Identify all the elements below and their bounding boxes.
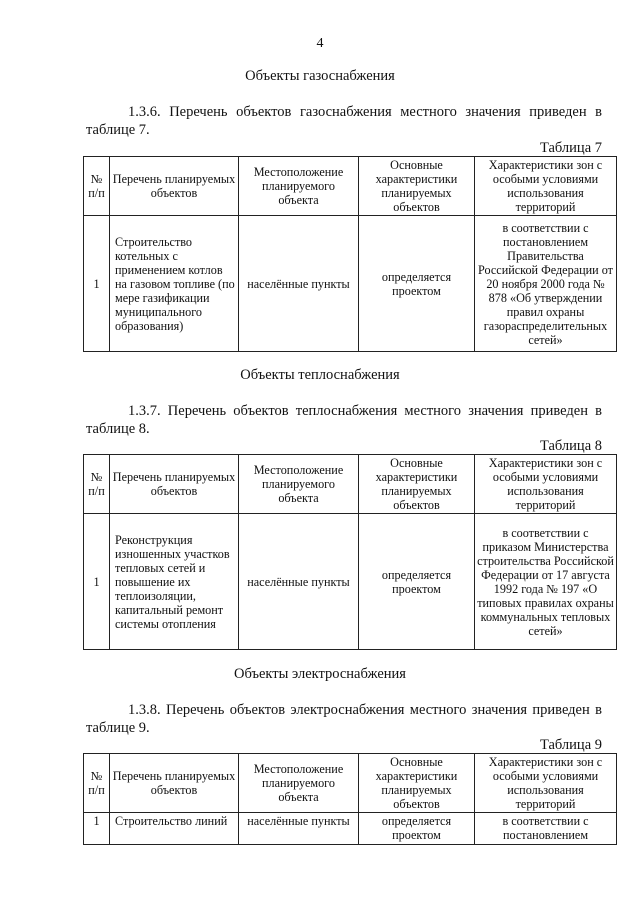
- table-7: [83, 156, 617, 352]
- cell-list: Строительство котельных с применением котлов на газовом топливе (по мере газификации муниципального образования): [110, 216, 239, 352]
- header-characteristics: Основные характеристики планируемых объектов: [359, 754, 475, 813]
- table-header-row: [84, 754, 617, 813]
- table-row: [84, 514, 617, 650]
- header-characteristics: Основные характеристики планируемых объектов: [359, 157, 475, 216]
- paragraph-1-3-6: 1.3.6. Перечень объектов газоснабжения местного значения приведен в таблице 7.: [86, 104, 602, 138]
- cell-zones: в соответствии с приказом Министерства строительства Российской Федерации от 17 августа 1992 года № 197 «О типовых правилах охраны коммунальных тепловых сетей»: [475, 514, 617, 650]
- table-header-row: [84, 157, 617, 216]
- header-list: Перечень планируемых объектов: [110, 455, 239, 514]
- cell-no: 1: [84, 813, 110, 845]
- header-list: Перечень планируемых объектов: [110, 157, 239, 216]
- header-zones: Характеристики зон с особыми условиями использования территорий: [475, 157, 617, 216]
- cell-list: Строительство линий: [110, 813, 239, 845]
- cell-location: населённые пункты: [239, 813, 359, 845]
- header-zones: Характеристики зон с особыми условиями использования территорий: [475, 455, 617, 514]
- cell-characteristics: определяется проектом: [359, 813, 475, 845]
- header-location: Местоположение планируемого объекта: [239, 754, 359, 813]
- header-no: № п/п: [84, 455, 110, 514]
- table-8: [83, 454, 617, 650]
- table-label-8: Таблица 8: [539, 438, 602, 454]
- header-no: № п/п: [84, 157, 110, 216]
- table-row: [84, 216, 617, 352]
- header-no: № п/п: [84, 754, 110, 813]
- cell-zones: в соответствии с постановлением: [475, 813, 617, 845]
- header-location: Местоположение планируемого объекта: [239, 455, 359, 514]
- section-heading-heat: Объекты теплоснабжения: [240, 367, 400, 383]
- paragraph-1-3-7: 1.3.7. Перечень объектов теплоснабжения местного значения приведен в таблице 8.: [86, 403, 602, 437]
- section-heading-electricity: Объекты электроснабжения: [234, 666, 406, 682]
- cell-characteristics: определяется проектом: [359, 216, 475, 352]
- paragraph-1-3-8: 1.3.8. Перечень объектов электроснабжения местного значения приведен в таблице 9.: [86, 702, 602, 736]
- cell-location: населённые пункты: [239, 514, 359, 650]
- cell-zones: в соответствии с постановлением Правительства Российской Федерации от 20 ноября 2000 года № 878 «Об утверждении правил охраны газораспределительных сетей»: [475, 216, 617, 352]
- cell-characteristics: определяется проектом: [359, 514, 475, 650]
- table-header-row: [84, 455, 617, 514]
- table-row: [84, 813, 617, 845]
- cell-list: Реконструкция изношенных участков тепловых сетей и повышение их теплоизоляции, капитальный ремонт системы отопления: [110, 514, 239, 650]
- header-zones: Характеристики зон с особыми условиями использования территорий: [475, 754, 617, 813]
- cell-no: 1: [84, 514, 110, 650]
- section-heading-gas: Объекты газоснабжения: [245, 68, 395, 84]
- table-label-7: Таблица 7: [539, 140, 602, 156]
- table-9: [83, 753, 617, 845]
- page-number: 4: [316, 36, 324, 51]
- header-list: Перечень планируемых объектов: [110, 754, 239, 813]
- cell-location: населённые пункты: [239, 216, 359, 352]
- table-label-9: Таблица 9: [539, 737, 602, 753]
- cell-no: 1: [84, 216, 110, 352]
- header-location: Местоположение планируемого объекта: [239, 157, 359, 216]
- header-characteristics: Основные характеристики планируемых объектов: [359, 455, 475, 514]
